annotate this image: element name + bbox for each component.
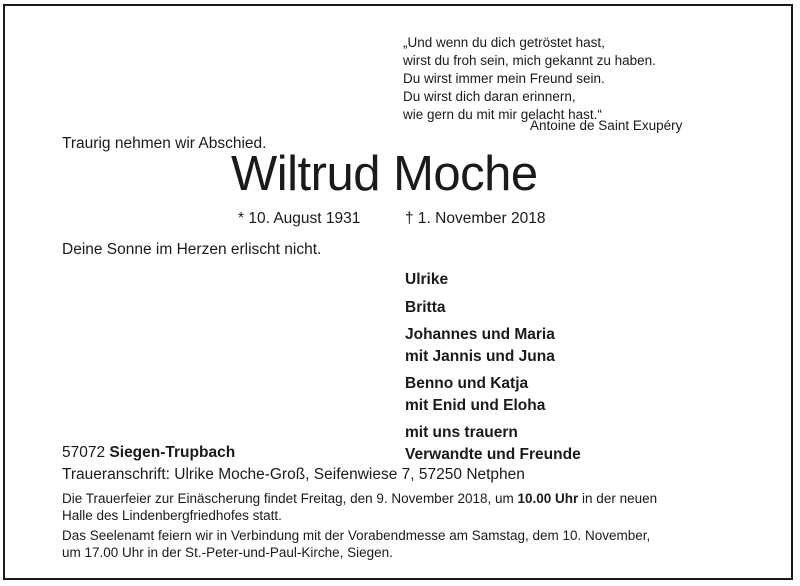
- deceased-name: Wiltrud Moche: [231, 147, 538, 201]
- mass-note: [62, 527, 657, 561]
- mourner-group: [405, 324, 581, 367]
- mourner-line: mit Enid und Eloha: [405, 396, 546, 414]
- mourner-line: mit Jannis und Juna: [405, 347, 555, 365]
- quote-line: wirst du froh sein, mich gekannt zu haben.: [403, 53, 656, 68]
- city: Siegen-Trupbach: [109, 444, 236, 461]
- motto-text: Deine Sonne im Herzen erlischt nicht.: [62, 241, 322, 258]
- quote: [403, 34, 656, 124]
- address-block: [62, 442, 525, 486]
- mourner-line: Benno und Katja: [405, 375, 529, 392]
- mass-note-line2: um 17.00 Uhr in der St.-Peter-und-Paul-Kirche, Siegen.: [62, 545, 393, 560]
- quote-line: Du wirst immer mein Freund sein.: [403, 71, 605, 86]
- funeral-time: 10.00 Uhr: [517, 491, 579, 506]
- service-notes: [62, 490, 657, 564]
- obituary-frame: [3, 4, 793, 580]
- mourner-group: [405, 373, 581, 416]
- quote-line: „Und wenn du dich getröstet hast,: [403, 35, 605, 50]
- mourner-line: mit uns trauern: [405, 424, 518, 441]
- mourner-line: Verwandte und Freunde: [405, 445, 581, 463]
- mourner-line: Ulrike: [405, 271, 449, 288]
- mourners-list: [405, 269, 581, 471]
- mourner-line: Johannes und Maria: [405, 326, 555, 343]
- postal-code: 57072: [62, 444, 106, 461]
- birth-date: * 10. August 1931: [238, 210, 361, 227]
- funeral-note: [62, 490, 657, 524]
- death-date: † 1. November 2018: [405, 210, 546, 227]
- intro-text: Traurig nehmen wir Abschied.: [62, 135, 267, 152]
- funeral-note-line2: Halle des Lindenbergfriedhofes statt.: [62, 508, 282, 523]
- quote-author: Antoine de Saint Exupéry: [530, 118, 683, 133]
- mourner-group: [405, 297, 581, 319]
- quote-line: Du wirst dich daran erinnern,: [403, 89, 576, 104]
- mourner-line: Britta: [405, 298, 446, 316]
- funeral-note-text-end: in der neuen: [578, 491, 658, 506]
- mass-note-line1: Das Seelenamt feiern wir in Verbindung mit der Vorabendmesse am Samstag, dem 10. November,: [62, 528, 651, 543]
- funeral-note-text: Die Trauerfeier zur Einäscherung findet Freitag, den 9. November 2018, um: [62, 491, 518, 506]
- mourner-group: [405, 269, 581, 291]
- location-line: [62, 442, 525, 464]
- quote-line: wie gern du mit mir gelacht hast.“: [403, 107, 602, 122]
- mourning-address: Traueranschrift: Ulrike Moche-Groß, Seifenwiese 7, 57250 Netphen: [62, 466, 525, 483]
